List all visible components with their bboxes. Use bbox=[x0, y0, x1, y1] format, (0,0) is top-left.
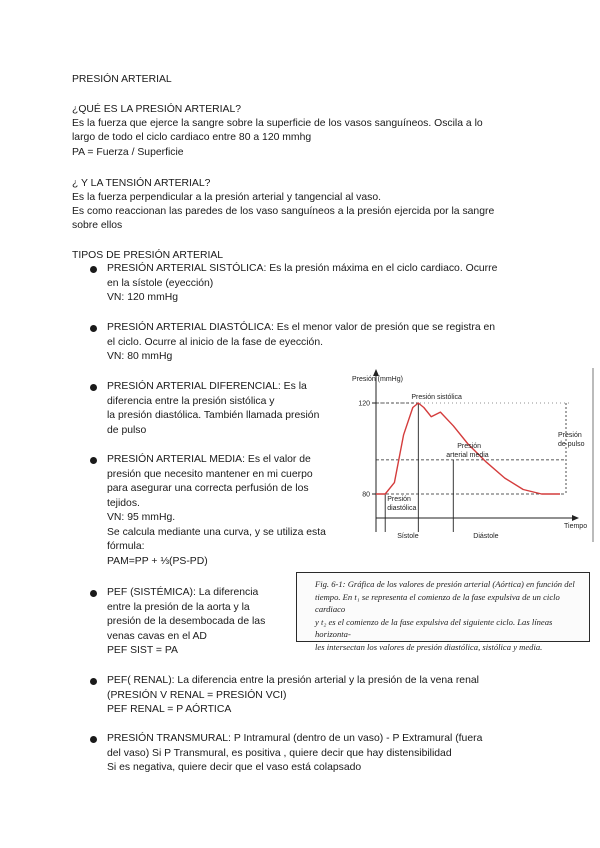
figure-caption bbox=[296, 572, 590, 652]
pressure-chart bbox=[348, 368, 596, 542]
bullet-line: PRESIÓN ARTERIAL MEDIA: Es el valor de bbox=[107, 454, 311, 465]
bullet-line: de pulso bbox=[107, 424, 147, 436]
bullet-line: PRESIÓN ARTERIAL DIASTÓLICA: Es el menor valor de presión que se registra en bbox=[107, 322, 496, 333]
bullet-line: PRESIÓN TRANSMURAL: P Intramural (dentro de un vaso) - P Extramural (fuera bbox=[107, 733, 483, 744]
bullet-transmural bbox=[107, 732, 567, 776]
bullet-line: PEF (SISTÉMICA): La diferencia bbox=[107, 587, 259, 598]
bullet-line: tejidos. bbox=[107, 497, 140, 509]
caption-line: tiempo. En t₁ se representa el comienzo de la fase expulsiva de un ciclo cardiaco bbox=[315, 591, 560, 614]
bullet-line: Si es negativa, quiere decir que el vaso está colapsado bbox=[107, 762, 362, 773]
bullet-line: VN: 80 mmHg bbox=[107, 351, 173, 362]
bullet-pef-systemic bbox=[107, 586, 297, 659]
x-axis-label: Tiempo bbox=[564, 523, 588, 530]
bullet-line: diferencia entre la presión sistólica y bbox=[107, 395, 275, 407]
scan-edge bbox=[592, 368, 594, 542]
bullet-dot bbox=[90, 266, 97, 273]
bullet-line: fórmula: bbox=[107, 541, 145, 552]
annotation-diastolic: diastólica bbox=[387, 505, 417, 512]
q2-line: Es como reaccionan las paredes de los vaso sanguíneos a la presión ejercida por la sangre bbox=[72, 206, 495, 217]
types-heading: TIPOS DE PRESIÓN ARTERIAL bbox=[72, 250, 224, 261]
bullet-dot bbox=[90, 325, 97, 332]
bullet-line: presión de la desembocada de las bbox=[107, 616, 266, 627]
bullet-mean bbox=[107, 453, 347, 569]
bullet-dot bbox=[90, 590, 97, 597]
bullet-line: PRESIÓN ARTERIAL SISTÓLICA: Es la presión máxima en el ciclo cardiaco. Ocurre bbox=[107, 263, 498, 274]
annotation-mean: Presión bbox=[457, 443, 482, 450]
q1-heading: ¿QUÉ ES LA PRESIÓN ARTERIAL? bbox=[72, 104, 242, 115]
q2-heading: ¿ Y LA TENSIÓN ARTERIAL? bbox=[72, 178, 211, 189]
caption-line: les intersectan los valores de presión diastólica, sistólica y media. bbox=[315, 641, 543, 652]
bullet-line: entre la presión de la aorta y la bbox=[107, 601, 250, 613]
bullet-line: la presión diastólica. También llamada presión bbox=[107, 410, 320, 421]
q1-formula: PA = Fuerza / Superficie bbox=[72, 147, 184, 158]
bullet-pef-renal bbox=[107, 674, 567, 718]
bullet-line: en la sístole (eyección) bbox=[107, 277, 214, 289]
y-axis-arrow bbox=[373, 369, 379, 376]
caption-line: y t₂ es el comienzo de la fase expulsiva del siguiente ciclo. Las líneas horizonta- bbox=[315, 616, 553, 639]
bullet-line: venas cavas en el AD bbox=[107, 630, 207, 642]
annotation-systolic: Presión sistólica bbox=[411, 394, 462, 401]
y-tick-label: 80 bbox=[362, 491, 370, 499]
bullet-dot bbox=[90, 457, 97, 464]
bullet-diastolic bbox=[107, 321, 547, 365]
bullet-differential bbox=[107, 380, 347, 438]
caption-line: Fig. 6-1: Gráfica de los valores de presión arterial (Aórtica) en función del bbox=[315, 579, 575, 589]
bullet-line: PEF SIST = PA bbox=[107, 645, 178, 656]
bullet-line: PEF RENAL = P AÓRTICA bbox=[107, 704, 232, 715]
q2-line: Es la fuerza perpendicular a la presión arterial y tangencial al vaso. bbox=[72, 192, 382, 203]
bullet-line: VN: 120 mmHg bbox=[107, 292, 179, 303]
annotation-pulse: Presión bbox=[558, 432, 582, 439]
annotation-diastole: Diástole bbox=[473, 533, 499, 540]
bullet-systolic bbox=[107, 262, 547, 306]
y-axis-label: Presión (mmHg) bbox=[352, 376, 403, 383]
y-tick-label: 120 bbox=[358, 400, 370, 408]
page-title: PRESIÓN ARTERIAL bbox=[72, 74, 172, 85]
bullet-line: PRESIÓN ARTERIAL DIFERENCIAL: Es la bbox=[107, 381, 307, 392]
bullet-dot bbox=[90, 678, 97, 685]
bullet-line: (PRESIÓN V RENAL = PRESIÓN VCI) bbox=[107, 689, 287, 701]
annotation-diastolic: Presión bbox=[387, 496, 411, 503]
bullet-dot bbox=[90, 736, 97, 743]
q2-line: sobre ellos bbox=[72, 220, 123, 231]
bullet-line: el ciclo. Ocurre al inicio de la fase de eyección. bbox=[107, 336, 324, 348]
bullet-line: VN: 95 mmHg. bbox=[107, 512, 176, 523]
annotation-systole: Sístole bbox=[397, 533, 419, 540]
bullet-line: del vaso) Si P Transmural, es positiva , quiere decir que hay distensibilidad bbox=[107, 747, 452, 759]
bullet-line: para asegurar una correcta perfusión de los bbox=[107, 483, 309, 494]
bullet-line: Se calcula mediante una curva, y se utiliza esta bbox=[107, 526, 326, 538]
annotation-pulse: de pulso bbox=[558, 441, 585, 448]
bullet-line: PEF( RENAL): La diferencia entre la presión arterial y la presión de la vena renal bbox=[107, 675, 479, 686]
annotation-mean: arterial media bbox=[446, 452, 489, 459]
q1-line: largo de todo el ciclo cardiaco entre 80 a 120 mmhg bbox=[72, 132, 312, 143]
x-axis-arrow bbox=[572, 515, 579, 521]
q1-line: Es la fuerza que ejerce la sangre sobre la superficie de los vasos sanguíneos. Oscila a lo bbox=[72, 118, 483, 129]
bullet-line: presión que necesito mantener en mi cuerpo bbox=[107, 468, 313, 480]
bullet-line: PAM=PP + ⅓(PS-PD) bbox=[107, 555, 208, 567]
bullet-dot bbox=[90, 384, 97, 391]
